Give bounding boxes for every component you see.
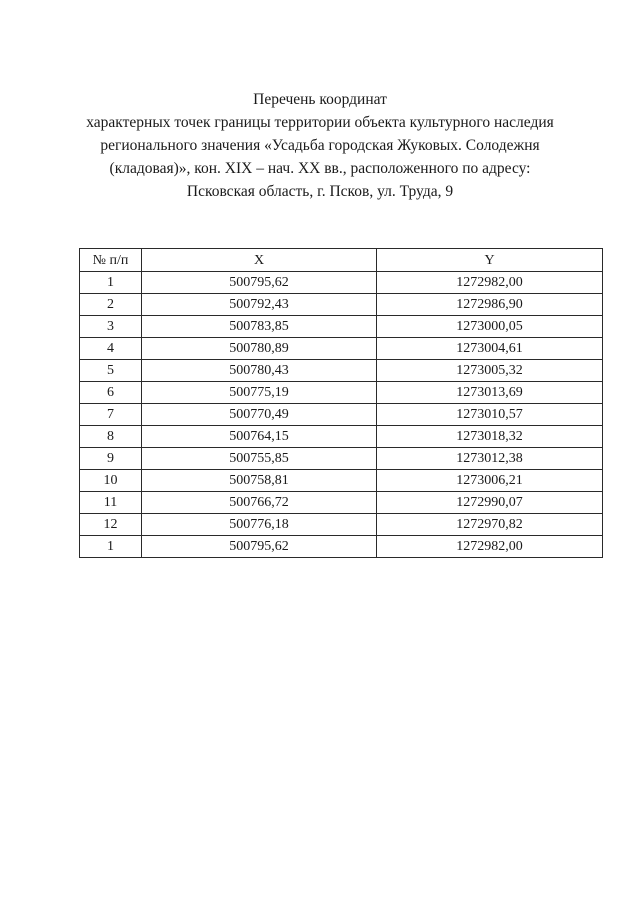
table-row xyxy=(80,360,603,382)
cell-number: 10 xyxy=(80,470,142,492)
heading-line-4: (кладовая)», кон. XIX – нач. XX вв., расположенного по адресу: xyxy=(109,160,531,177)
heading-line-1: Перечень координат xyxy=(253,91,387,108)
table-row xyxy=(80,338,603,360)
cell-y: 1273012,38 xyxy=(377,448,603,470)
cell-number: 4 xyxy=(80,338,142,360)
heading-line-2: характерных точек границы территории объекта культурного наследия xyxy=(86,114,554,131)
table-header-row xyxy=(80,249,603,272)
cell-x: 500795,62 xyxy=(142,272,377,294)
table-row xyxy=(80,294,603,316)
heading-line-3: регионального значения «Усадьба городская Жуковых. Солодежня xyxy=(100,137,540,154)
table-row xyxy=(80,492,603,514)
cell-x: 500780,43 xyxy=(142,360,377,382)
cell-number: 9 xyxy=(80,448,142,470)
header-number: № п/п xyxy=(80,249,142,272)
cell-number: 7 xyxy=(80,404,142,426)
cell-number: 3 xyxy=(80,316,142,338)
table-row xyxy=(80,536,603,558)
cell-x: 500792,43 xyxy=(142,294,377,316)
table-row xyxy=(80,382,603,404)
header-x: X xyxy=(142,249,377,272)
table-row xyxy=(80,470,603,492)
table-row xyxy=(80,514,603,536)
cell-y: 1273010,57 xyxy=(377,404,603,426)
table-row xyxy=(80,404,603,426)
cell-x: 500770,49 xyxy=(142,404,377,426)
cell-y: 1272970,82 xyxy=(377,514,603,536)
cell-x: 500764,15 xyxy=(142,426,377,448)
cell-number: 11 xyxy=(80,492,142,514)
cell-y: 1272982,00 xyxy=(377,536,603,558)
cell-y: 1273004,61 xyxy=(377,338,603,360)
cell-x: 500783,85 xyxy=(142,316,377,338)
cell-y: 1273006,21 xyxy=(377,470,603,492)
cell-x: 500775,19 xyxy=(142,382,377,404)
document-heading xyxy=(40,88,600,203)
cell-y: 1273000,05 xyxy=(377,316,603,338)
cell-number: 2 xyxy=(80,294,142,316)
cell-number: 6 xyxy=(80,382,142,404)
cell-number: 12 xyxy=(80,514,142,536)
cell-x: 500795,62 xyxy=(142,536,377,558)
table-row xyxy=(80,316,603,338)
table-row xyxy=(80,448,603,470)
cell-y: 1272990,07 xyxy=(377,492,603,514)
table-row xyxy=(80,272,603,294)
header-y: Y xyxy=(377,249,603,272)
cell-y: 1272986,90 xyxy=(377,294,603,316)
cell-y: 1273018,32 xyxy=(377,426,603,448)
cell-x: 500766,72 xyxy=(142,492,377,514)
cell-y: 1272982,00 xyxy=(377,272,603,294)
cell-x: 500755,85 xyxy=(142,448,377,470)
cell-number: 5 xyxy=(80,360,142,382)
cell-x: 500776,18 xyxy=(142,514,377,536)
cell-y: 1273005,32 xyxy=(377,360,603,382)
cell-number: 1 xyxy=(80,536,142,558)
cell-number: 1 xyxy=(80,272,142,294)
cell-y: 1273013,69 xyxy=(377,382,603,404)
cell-number: 8 xyxy=(80,426,142,448)
cell-x: 500780,89 xyxy=(142,338,377,360)
heading-line-5: Псковская область, г. Псков, ул. Труда, 9 xyxy=(186,183,454,200)
table-row xyxy=(80,426,603,448)
cell-x: 500758,81 xyxy=(142,470,377,492)
coordinates-table xyxy=(79,248,603,558)
